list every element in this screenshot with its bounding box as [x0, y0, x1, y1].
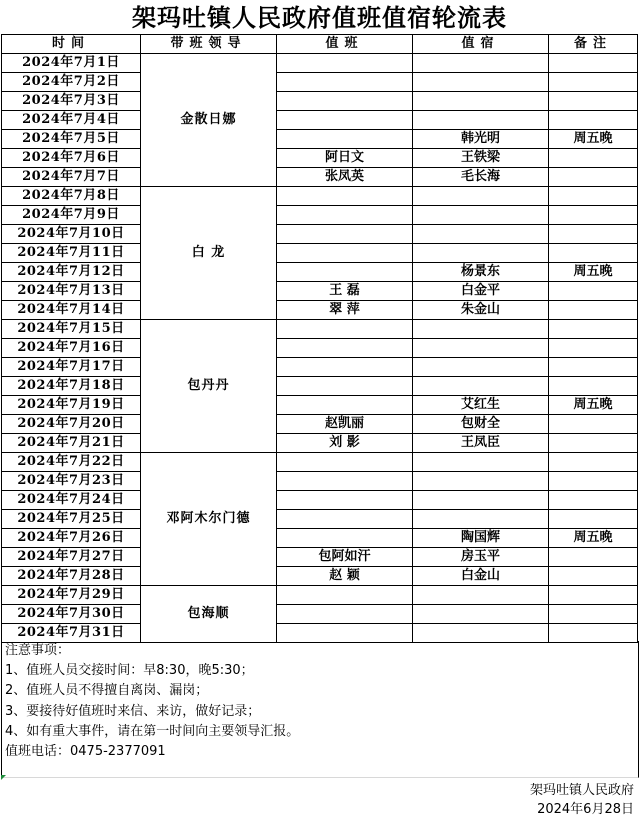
duty-cell: [277, 130, 413, 149]
table-row: [2, 510, 638, 529]
table-row: [2, 73, 638, 92]
night-duty-cell: [413, 586, 549, 605]
remarks-cell: [549, 149, 638, 168]
table-row: [2, 168, 638, 187]
duty-cell: [277, 111, 413, 130]
night-duty-cell: 王凤臣: [413, 434, 549, 453]
table-row: [2, 491, 638, 510]
night-duty-cell: 房玉平: [413, 548, 549, 567]
footer-organization: 架玛吐镇人民政府: [529, 783, 634, 798]
night-duty-cell: [413, 320, 549, 339]
table-row: [2, 206, 638, 225]
table-row: [2, 130, 638, 149]
remarks-cell: [549, 605, 638, 624]
duty-phone: 值班电话：0475-2377091: [5, 744, 166, 760]
date-cell: 2024年7月12日: [2, 263, 141, 282]
table-row: [2, 282, 638, 301]
remarks-cell: [549, 377, 638, 396]
night-duty-cell: 杨景东: [413, 263, 549, 282]
duty-cell: [277, 396, 413, 415]
date-cell: 2024年7月9日: [2, 206, 141, 225]
date-cell: 2024年7月27日: [2, 548, 141, 567]
night-duty-cell: 白金平: [413, 282, 549, 301]
remarks-cell: [549, 320, 638, 339]
table-row: [2, 320, 638, 339]
remarks-cell: [549, 54, 638, 73]
night-duty-cell: 艾红生: [413, 396, 549, 415]
duty-cell: [277, 510, 413, 529]
duty-cell: [277, 54, 413, 73]
leader-cell: 邓阿木尔门德: [141, 453, 277, 586]
duty-cell: [277, 73, 413, 92]
table-row: [2, 415, 638, 434]
remarks-cell: 周五晚: [549, 130, 638, 149]
duty-roster-table: [1, 34, 638, 643]
night-duty-cell: 毛长海: [413, 168, 549, 187]
notes-item: 2、值班人员不得擅自离岗、漏岗；: [5, 683, 209, 699]
remarks-cell: [549, 187, 638, 206]
duty-cell: [277, 320, 413, 339]
duty-cell: 张凤英: [277, 168, 413, 187]
table-row: [2, 111, 638, 130]
leader-cell: 白 龙: [141, 187, 277, 320]
night-duty-cell: [413, 339, 549, 358]
remarks-cell: [549, 111, 638, 130]
date-cell: 2024年7月4日: [2, 111, 141, 130]
table-body: [2, 54, 638, 643]
duty-cell: 赵 颖: [277, 567, 413, 586]
remarks-cell: 周五晚: [549, 529, 638, 548]
night-duty-cell: 韩光明: [413, 130, 549, 149]
table-row: [2, 244, 638, 263]
table-row: [2, 339, 638, 358]
table-row: [2, 624, 638, 643]
table-row: [2, 605, 638, 624]
night-duty-cell: [413, 244, 549, 263]
remarks-cell: [549, 339, 638, 358]
table-row: [2, 358, 638, 377]
table-row: [2, 54, 638, 73]
date-cell: 2024年7月23日: [2, 472, 141, 491]
table-row: [2, 586, 638, 605]
night-duty-cell: 陶国辉: [413, 529, 549, 548]
date-cell: 2024年7月26日: [2, 529, 141, 548]
duty-cell: 刘 影: [277, 434, 413, 453]
night-duty-cell: [413, 510, 549, 529]
notes-item: 3、要接待好值班时来信、来访，做好记录；: [5, 703, 261, 719]
remarks-cell: 周五晚: [549, 263, 638, 282]
night-duty-cell: [413, 624, 549, 643]
night-duty-cell: [413, 605, 549, 624]
header-duty: 值班: [277, 35, 413, 54]
header-night-duty: 值宿: [413, 35, 549, 54]
night-duty-cell: [413, 54, 549, 73]
remarks-cell: [549, 472, 638, 491]
date-cell: 2024年7月22日: [2, 453, 141, 472]
date-cell: 2024年7月24日: [2, 491, 141, 510]
header-leader: 带班领导: [141, 35, 277, 54]
night-duty-cell: [413, 206, 549, 225]
date-cell: 2024年7月5日: [2, 130, 141, 149]
remarks-cell: [549, 358, 638, 377]
duty-cell: [277, 358, 413, 377]
duty-cell: [277, 225, 413, 244]
table-row: [2, 548, 638, 567]
table-row: [2, 263, 638, 282]
duty-cell: 翠 萍: [277, 301, 413, 320]
notes-section: [1, 641, 639, 778]
notes-heading: 注意事项：: [5, 643, 71, 658]
duty-cell: [277, 263, 413, 282]
date-cell: 2024年7月21日: [2, 434, 141, 453]
notes-item: 4、如有重大事件，请在第一时间向主要领导汇报。: [5, 723, 300, 739]
night-duty-cell: 朱金山: [413, 301, 549, 320]
date-cell: 2024年7月31日: [2, 624, 141, 643]
table-row: [2, 149, 638, 168]
night-duty-cell: 王铁梁: [413, 149, 549, 168]
duty-cell: [277, 377, 413, 396]
remarks-cell: [549, 206, 638, 225]
remarks-cell: [549, 548, 638, 567]
table-row: [2, 453, 638, 472]
table-row: [2, 377, 638, 396]
date-cell: 2024年7月28日: [2, 567, 141, 586]
date-cell: 2024年7月7日: [2, 168, 141, 187]
night-duty-cell: [413, 377, 549, 396]
night-duty-cell: [413, 92, 549, 111]
night-duty-cell: 白金山: [413, 567, 549, 586]
remarks-cell: [549, 225, 638, 244]
date-cell: 2024年7月2日: [2, 73, 141, 92]
leader-cell: 包丹丹: [141, 320, 277, 453]
duty-cell: [277, 586, 413, 605]
remarks-cell: [549, 567, 638, 586]
duty-cell: [277, 339, 413, 358]
remarks-cell: [549, 168, 638, 187]
header-time: 时间: [2, 35, 141, 54]
header-remarks: 备注: [549, 35, 638, 54]
table-row: [2, 396, 638, 415]
remarks-cell: [549, 453, 638, 472]
remarks-cell: [549, 434, 638, 453]
remarks-cell: [549, 491, 638, 510]
date-cell: 2024年7月19日: [2, 396, 141, 415]
date-cell: 2024年7月14日: [2, 301, 141, 320]
night-duty-cell: [413, 187, 549, 206]
remarks-cell: [549, 586, 638, 605]
remarks-cell: [549, 92, 638, 111]
table-row: [2, 434, 638, 453]
footer-date: 2024年6月28日: [537, 802, 634, 817]
night-duty-cell: [413, 111, 549, 130]
duty-cell: 王 磊: [277, 282, 413, 301]
date-cell: 2024年7月29日: [2, 586, 141, 605]
duty-cell: [277, 244, 413, 263]
date-cell: 2024年7月6日: [2, 149, 141, 168]
date-cell: 2024年7月30日: [2, 605, 141, 624]
duty-cell: [277, 472, 413, 491]
notes-item: 1、值班人员交接时间：早8:30，晚5:30；: [5, 663, 254, 679]
night-duty-cell: 包财全: [413, 415, 549, 434]
remarks-cell: [549, 301, 638, 320]
date-cell: 2024年7月1日: [2, 54, 141, 73]
remarks-cell: [549, 244, 638, 263]
table-header-row: [2, 35, 638, 54]
duty-cell: [277, 605, 413, 624]
duty-cell: 包阿如汗: [277, 548, 413, 567]
remarks-cell: [549, 415, 638, 434]
table-row: [2, 187, 638, 206]
duty-cell: 阿日文: [277, 149, 413, 168]
table-row: [2, 567, 638, 586]
remarks-cell: [549, 510, 638, 529]
date-cell: 2024年7月11日: [2, 244, 141, 263]
duty-cell: [277, 206, 413, 225]
date-cell: 2024年7月3日: [2, 92, 141, 111]
night-duty-cell: [413, 73, 549, 92]
night-duty-cell: [413, 453, 549, 472]
date-cell: 2024年7月15日: [2, 320, 141, 339]
remarks-cell: [549, 624, 638, 643]
date-cell: 2024年7月8日: [2, 187, 141, 206]
table-row: [2, 472, 638, 491]
night-duty-cell: [413, 358, 549, 377]
date-cell: 2024年7月10日: [2, 225, 141, 244]
duty-cell: [277, 453, 413, 472]
duty-cell: [277, 187, 413, 206]
duty-cell: [277, 624, 413, 643]
table-row: [2, 529, 638, 548]
page-title: 架玛吐镇人民政府值班值宿轮流表: [132, 3, 507, 32]
duty-cell: [277, 92, 413, 111]
duty-cell: [277, 491, 413, 510]
date-cell: 2024年7月18日: [2, 377, 141, 396]
duty-cell: 赵凯丽: [277, 415, 413, 434]
night-duty-cell: [413, 472, 549, 491]
table-row: [2, 301, 638, 320]
duty-cell: [277, 529, 413, 548]
date-cell: 2024年7月25日: [2, 510, 141, 529]
date-cell: 2024年7月16日: [2, 339, 141, 358]
cell-corner-marker: [1, 775, 6, 780]
date-cell: 2024年7月13日: [2, 282, 141, 301]
night-duty-cell: [413, 225, 549, 244]
date-cell: 2024年7月17日: [2, 358, 141, 377]
date-cell: 2024年7月20日: [2, 415, 141, 434]
table-row: [2, 225, 638, 244]
night-duty-cell: [413, 491, 549, 510]
remarks-cell: [549, 282, 638, 301]
leader-cell: 金散日娜: [141, 54, 277, 187]
leader-cell: 包海顺: [141, 586, 277, 643]
table-row: [2, 92, 638, 111]
remarks-cell: 周五晚: [549, 396, 638, 415]
remarks-cell: [549, 73, 638, 92]
